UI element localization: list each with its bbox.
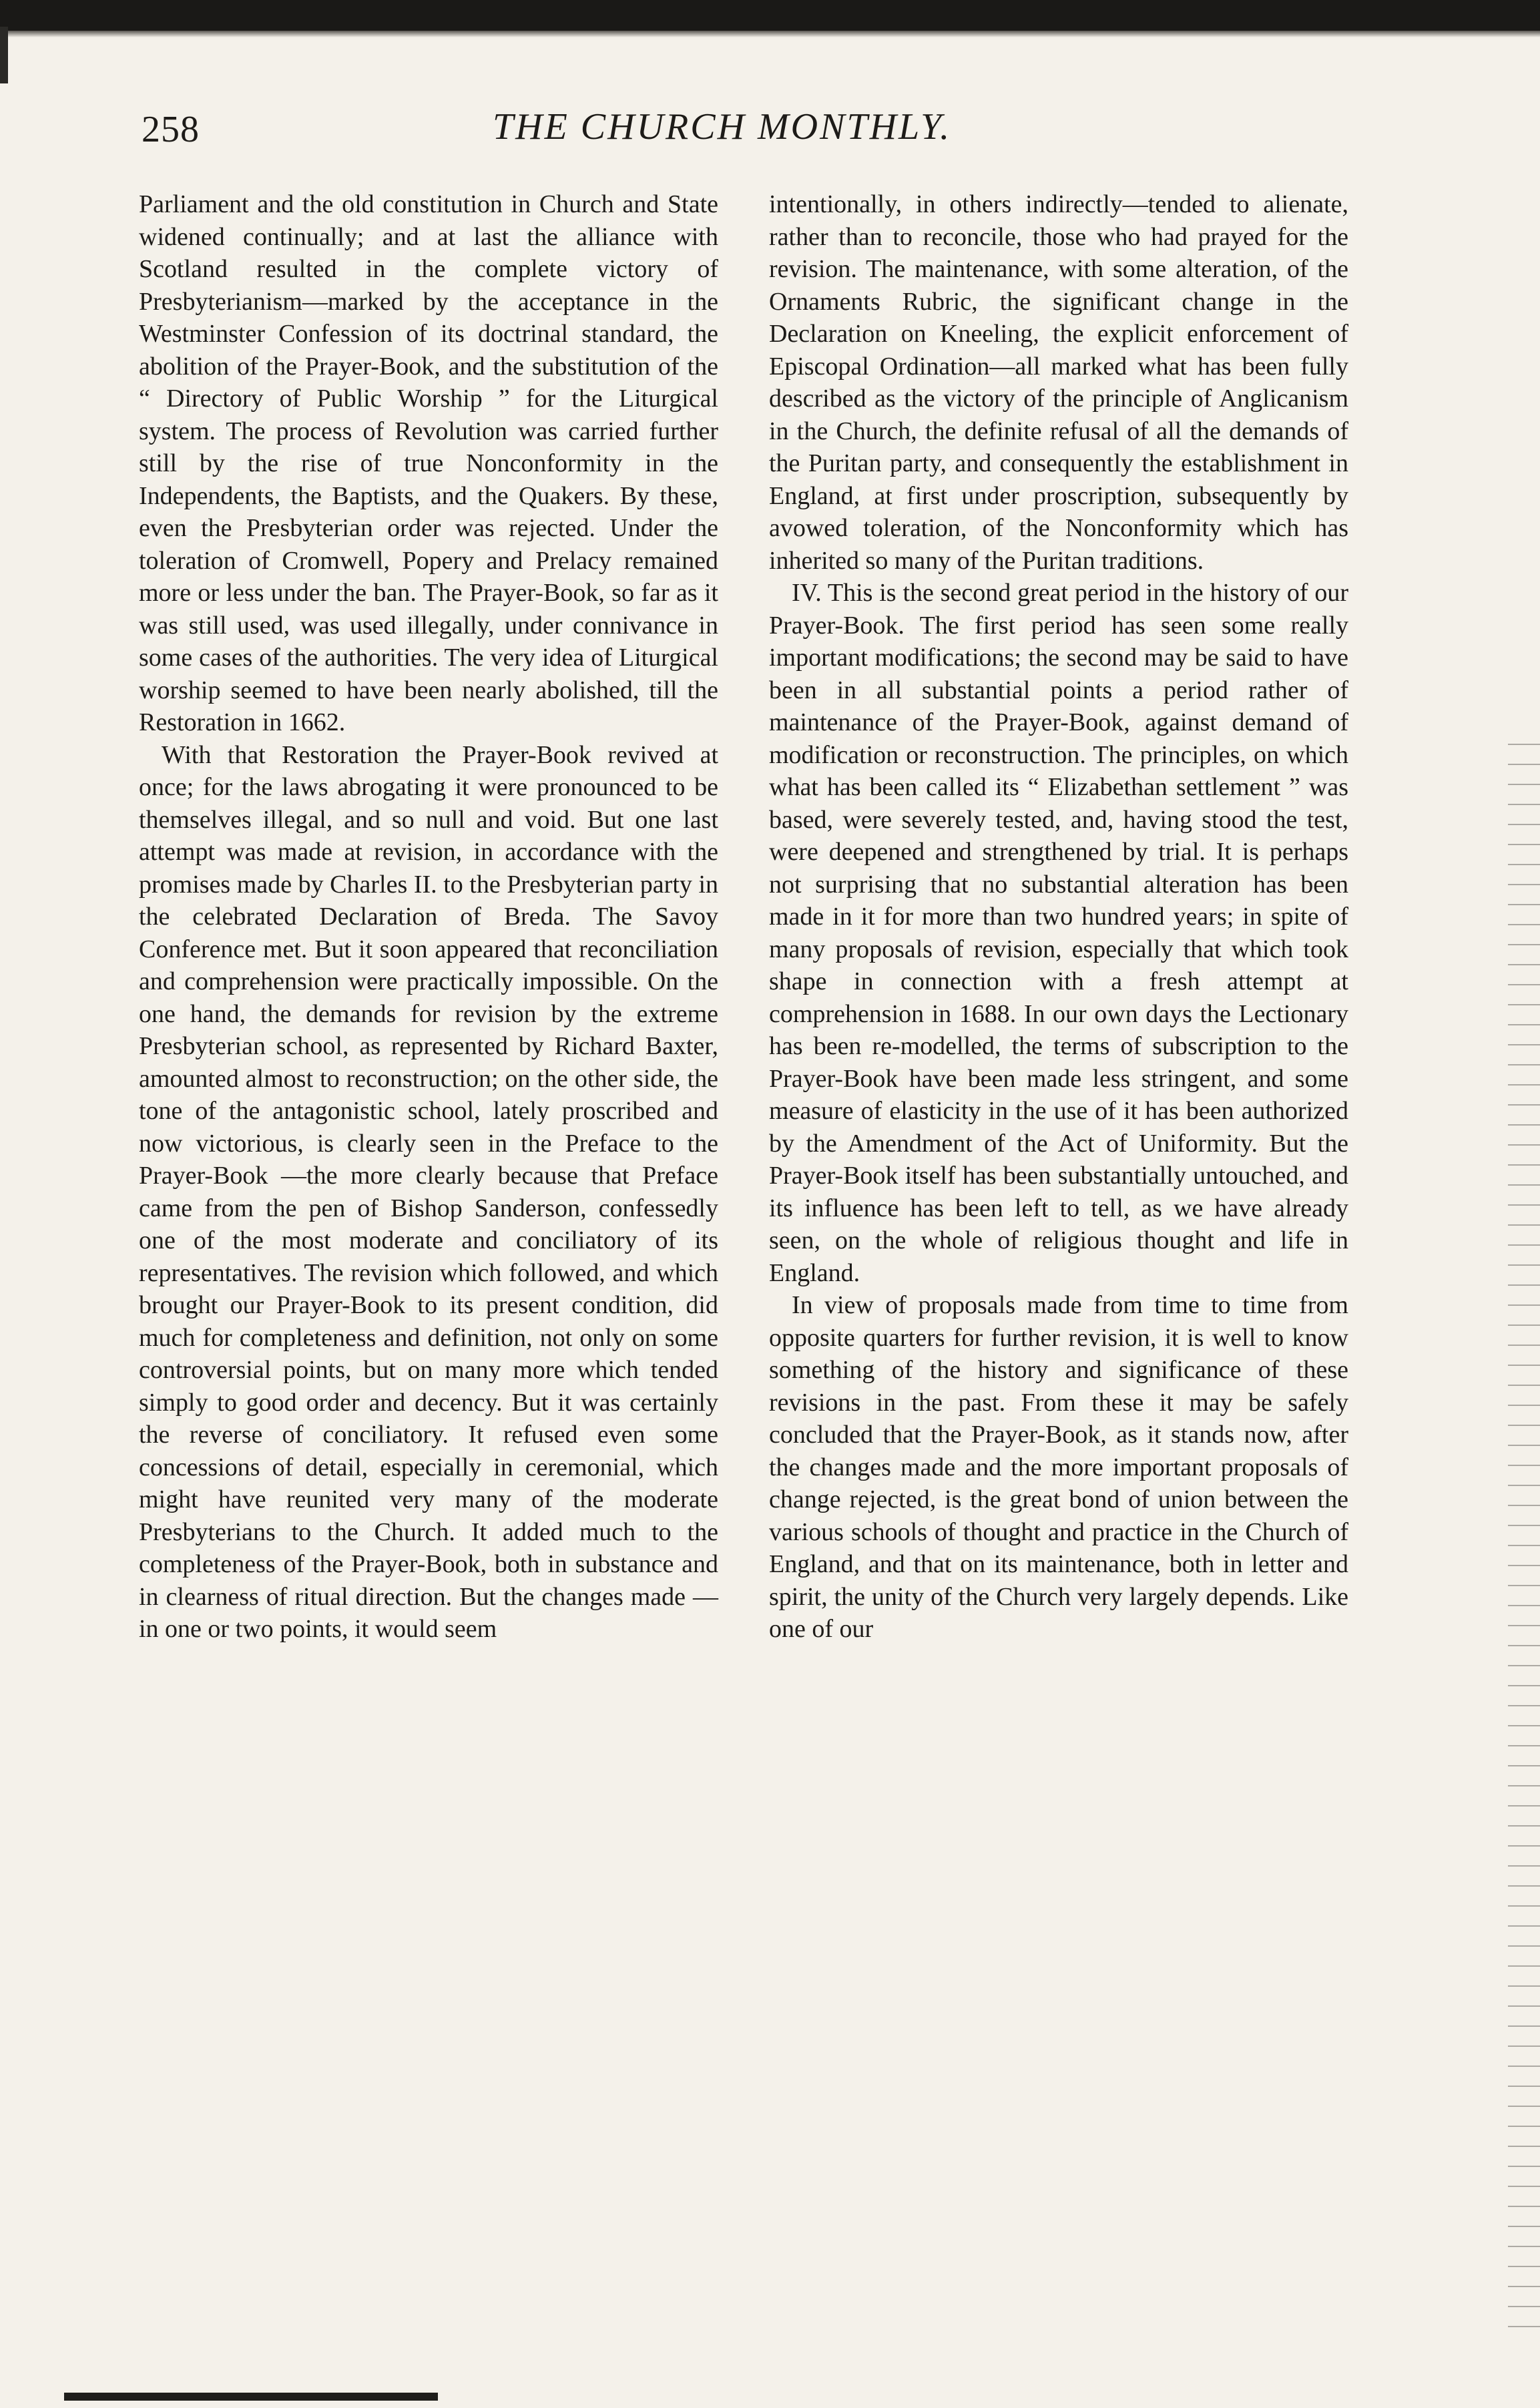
paragraph: In view of proposals made from time to time from opposite quarters for further revision, it is well to know something of the history and significance of these revisions in the past. From these it may be safely concluded that the Prayer-Book, as it stands now, after the changes made and the more important proposals of change rejected, is the great bond of union between the various schools of thought and practice in the Church of England, and that on its maintenance, both in letter and spirit, the unity of the Church very largely depends. Like one of our bbox=[769, 1291, 1348, 1643]
scan-binding-edge bbox=[1508, 734, 1540, 2337]
running-title: THE CHURCH MONTHLY. bbox=[493, 106, 952, 148]
paragraph: Parliament and the old constitution in Church and State widened continually; and at last the alliance with Scotland resulted in the complete victory of Presbyterianism—marked by the acceptance in the Westminster Confession of its doctrinal standard, the abolition of the Prayer-Book, and the substitution of the “ Directory of Public Worship ” for the Liturgical system. The process of Revolution was carried further still by the rise of true Nonconformity in the Independents, the Baptists, and the Quakers. By these, even the Presbyterian order was rejected. Under the toleration of Cromwell, Popery and Prelacy remained more or less under the ban. The Prayer-Book, so far as it was still used, was used illegally, under connivance in some cases of the authorities. The very idea of Liturgical worship seemed to have been nearly abolished, till the Restoration in 1662. bbox=[139, 190, 718, 736]
scan-left-edge bbox=[0, 27, 8, 83]
right-column bbox=[769, 188, 1348, 2231]
paragraph: IV. This is the second great period in the history of our Prayer-Book. The first period has seen some really important modifications; the second may be said to have been in all substantial points a period rather of maintenance of the Prayer-Book, against demand of modification or reconstruction. The principles, on which what has been called its “ Elizabethan settlement ” was based, were severely tested, and, having stood the test, were deepened and strengthened by trial. It is perhaps not surprising that no substantial alteration has been made in it for more than two hundred years; in spite of many proposals of revision, especially that which took shape in connection with a fresh attempt at comprehension in 1688. In our own days the Lectionary has been re-modelled, the terms of subscription to the Prayer-Book have been made less stringent, and some measure of elasticity in the use of it has been authorized by the Amendment of the Act of Uniformity. But the Prayer-Book itself has been substantially untouched, and its influence has been left to tell, as we have already seen, on the whole of religious thought and life in England. bbox=[769, 579, 1348, 1287]
page-number: 258 bbox=[142, 109, 200, 150]
scan-bottom-mark bbox=[64, 2393, 438, 2401]
paragraph: intentionally, in others indirectly—tended to alienate, rather than to reconcile, those who had prayed for the revision. The maintenance, with some alteration, of the Ornaments Rubric, the significant change in the Declaration on Kneeling, the explicit enforcement of Episcopal Ordination—all marked what has been fully described as the victory of the principle of Anglicanism in the Church, the definite refusal of all the demands of the Puritan party, and consequently the establishment in England, at first under proscription, subsequently by avowed toleration, of the Nonconformity which has inherited so many of the Puritan traditions. bbox=[769, 190, 1348, 575]
left-column bbox=[139, 188, 718, 2231]
scan-top-border bbox=[0, 0, 1540, 31]
paragraph: With that Restoration the Prayer-Book revived at once; for the laws abrogating it were pronounced to be themselves illegal, and so null and void. But one last attempt was made at revision, in accordance with the promises made by Charles II. to the Presbyterian party in the celebrated Declaration of Breda. The Savoy Conference met. But it soon appeared that reconciliation and comprehension were practically impossible. On the one hand, the demands for revision by the extreme Presbyterian school, as represented by Richard Baxter, amounted almost to reconstruction; on the other side, the tone of the antagonistic school, lately proscribed and now victorious, is clearly seen in the Preface to the Prayer-Book —the more clearly because that Preface came from the pen of Bishop Sanderson, confessedly one of the most moderate and conciliatory of its representatives. The revision which followed, and which brought our Prayer-Book to its present condition, did much for completeness and definition, not only on some controversial points, but on many more which tended simply to good order and decency. But it was certainly the reverse of conciliatory. It refused even some concessions of detail, especially in ceremonial, which might have reunited very many of the moderate Presbyterians to the Church. It added much to the completeness of the Prayer-Book, both in substance and in clearness of ritual direction. But the changes made —in one or two points, it would seem bbox=[139, 740, 718, 1643]
